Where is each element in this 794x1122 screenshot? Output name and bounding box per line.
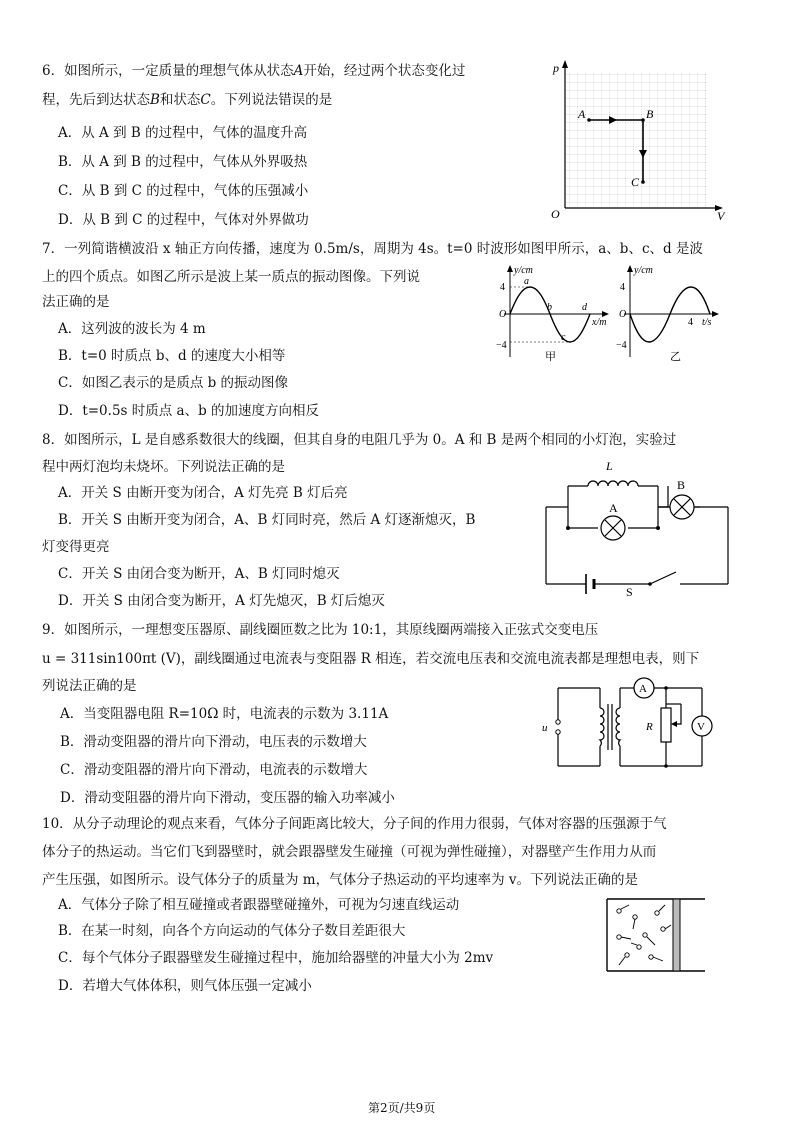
q8-stem-line1: 8．如图所示，L 是自感系数很大的线圈，但其自身的电阻几乎为 0。A 和 B 是两个相同的小灯泡，实验过 (42, 432, 677, 448)
svg-text:V: V (697, 721, 705, 733)
svg-text:A: A (609, 501, 618, 515)
svg-text:4: 4 (620, 282, 625, 293)
state-b-label: B (646, 107, 654, 121)
state-c-label: C (631, 175, 640, 189)
svg-text:y/cm: y/cm (514, 265, 533, 276)
q8-option-a: A．开关 S 由断开变为闭合，A 灯先亮 B 灯后亮 (58, 485, 348, 501)
q7-option-d: D．t=0.5s 时质点 a、b 的加速度方向相反 (58, 403, 320, 419)
svg-text:t/s: t/s (702, 317, 712, 328)
svg-text:c: c (561, 332, 566, 343)
svg-text:O: O (619, 309, 627, 320)
origin-label: O (551, 207, 560, 220)
q6-option-d: D．从 B 到 C 的过程中，气体对外界做功 (58, 212, 309, 228)
q6-pv-diagram (545, 58, 730, 220)
svg-text:y/cm: y/cm (634, 265, 653, 276)
q10-stem-line3: 产生压强，如图所示。设气体分子的质量为 m，气体分子热运动的平均速率为 v。下列说法正确的是 (42, 872, 639, 888)
q6-option-a: A．从 A 到 B 的过程中，气体的温度升高 (58, 125, 308, 141)
svg-text:B: B (677, 478, 686, 492)
svg-text:u: u (542, 722, 548, 734)
q10-option-b: B．在某一时刻，向各个方向运动的气体分子数目差距很大 (58, 923, 406, 939)
q10-option-c: C．每个气体分子跟器壁发生碰撞过程中，施加给器壁的冲量大小为 2mv (58, 950, 494, 966)
svg-text:4: 4 (500, 282, 505, 293)
svg-text:−4: −4 (496, 340, 507, 351)
svg-text:L: L (606, 459, 613, 473)
q10-stem-line2: 体分子的热运动。当它们飞到器壁时，就会跟器壁发生碰撞（可视为弹性碰撞），对器壁产生作用力从而 (42, 844, 657, 860)
p-axis-label: p (553, 61, 559, 75)
q7-stem-line1: 7．一列简谐横波沿 x 轴正方向传播，速度为 0.5m/s，周期为 4s。t=0 时波形如图甲所示，a、b、c、d 是波 (42, 241, 703, 257)
q9-option-b: B．滑动变阻器的滑片向下滑动，电压表的示数增大 (60, 734, 367, 750)
q7-vibration-figure-yi (610, 262, 720, 362)
q9-option-c: C．滑动变阻器的滑片向下滑动，电流表的示数增大 (60, 762, 368, 778)
svg-text:d: d (582, 302, 587, 313)
q9-option-a: A．当变阻器电阻 R=10Ω 时，电流表的示数为 3.11A (60, 706, 389, 722)
state-a-label: A (578, 107, 586, 121)
q9-stem-line1: 9．如图所示，一理想变压器原、副线圈匝数之比为 10:1，其原线圈两端接入正弦式交变电压 (42, 622, 599, 638)
svg-text:S: S (626, 585, 633, 596)
q9-stem-line3: 列说法正确的是 (42, 678, 137, 694)
q7-option-c: C．如图乙表示的是质点 b 的振动图像 (58, 375, 289, 391)
q6-option-c: C．从 B 到 C 的过程中，气体的压强减小 (58, 183, 309, 199)
svg-text:R: R (646, 721, 653, 733)
q8-option-c: C．开关 S 由闭合变为断开，A、B 灯同时熄灭 (58, 566, 340, 582)
q6-option-b: B．从 A 到 B 的过程中，气体从外界吸热 (58, 154, 308, 170)
svg-text:x/m: x/m (592, 317, 607, 328)
q8-option-b: B．开关 S 由断开变为闭合，A、B 灯同时亮，然后 A 灯逐渐熄灭，B (58, 512, 476, 528)
svg-text:A: A (639, 683, 647, 695)
q8-circuit (540, 456, 740, 596)
svg-text:O: O (499, 309, 507, 320)
q10-stem-line1: 10．从分子动理论的观点来看，气体分子间距离比较大，分子间的作用力很弱，气体对容器的压强源于气 (42, 816, 667, 832)
q6-stem-line1: 6．如图所示，一定质量的理想气体从状态A开始，经过两个状态变化过 (42, 63, 466, 79)
svg-text:a: a (524, 276, 529, 287)
q7-option-b: B．t=0 时质点 b、d 的速度大小相等 (58, 348, 286, 364)
svg-text:−4: −4 (616, 340, 627, 351)
q9-stem-line2: u = 311sin100πt (V)，副线圈通过电流表与变阻器 R 相连，若交流电压表和交流电流表都是理想电表，则下 (42, 651, 700, 667)
q8-option-b-cont: 灯变得更亮 (42, 539, 110, 555)
svg-text:甲: 甲 (545, 351, 556, 362)
q9-option-d: D．滑动变阻器的滑片向下滑动，变压器的输入功率减小 (60, 790, 395, 806)
q10-option-d: D．若增大气体体积，则气体压强一定减小 (58, 978, 312, 994)
svg-text:4: 4 (688, 317, 693, 328)
svg-text:乙: 乙 (670, 351, 681, 362)
q6-stem-line2: 程，先后到达状态B和状态C。下列说法错误的是 (42, 92, 333, 108)
v-axis-label: V (717, 209, 725, 220)
q7-option-a: A．这列波的波长为 4 m (58, 321, 206, 337)
q9-transformer-circuit (540, 674, 730, 776)
q7-stem-line3: 法正确的是 (42, 294, 110, 310)
q10-gas-container-figure (605, 895, 707, 975)
q8-stem-line2: 程中两灯泡均未烧坏。下列说法正确的是 (42, 459, 285, 475)
q10-option-a: A．气体分子除了相互碰撞或者跟器壁碰撞外，可视为匀速直线运动 (58, 897, 460, 913)
page-number: 第2页/共9页 (368, 1101, 436, 1115)
q7-stem-line2: 上的四个质点。如图乙所示是波上某一质点的振动图像。下列说 (42, 269, 420, 285)
q8-option-d: D．开关 S 由闭合变为断开，A 灯先熄灭，B 灯后熄灭 (58, 593, 385, 609)
svg-text:b: b (547, 302, 552, 313)
q7-wave-figure-jia (490, 262, 610, 362)
